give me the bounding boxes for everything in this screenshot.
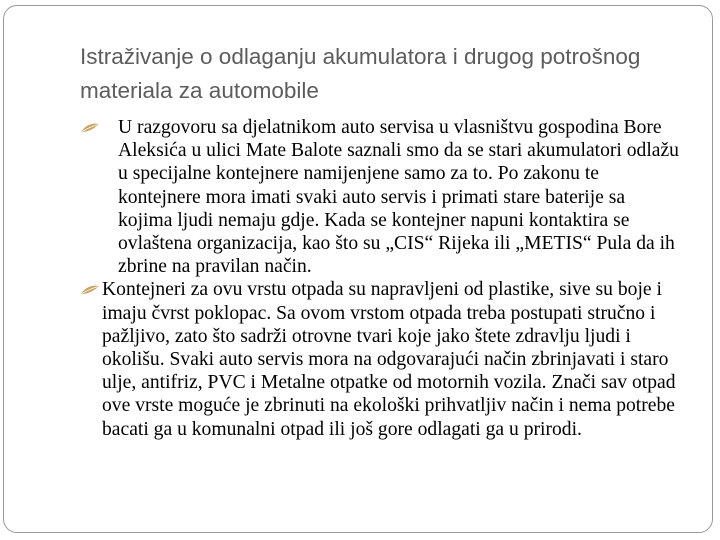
slide-frame	[3, 5, 713, 533]
slide-title: Istraživanje o odlaganju akumulatora i drugog potrošnog materiala za automobile	[80, 44, 641, 103]
bullet-list	[80, 116, 680, 441]
bullet-text: U razgovoru sa djelatnikom auto servisa u vlasništvu gospodina Bore Aleksića u ulici Mate Balote saznali smo da se stari akumulatori odlažu u specijalne kontejnere namijenjene samo za to. Po zakonu te kontejnere mora imati svaki auto servis i primati stare baterije sa kojima ljudi nemaju gdje. Kada se kontejner napuni kontaktira se ovlaštena organizacija, kao što su „CIS“ Rijeka ili „METIS“ Pula da ih zbrine na pravilan način.	[118, 117, 679, 278]
leaf-bullet-icon	[80, 122, 100, 134]
leaf-bullet-icon	[80, 284, 100, 296]
bullet-item	[80, 116, 680, 278]
bullet-text: Kontejneri za ovu vrstu otpada su napravljeni od plastike, sive su boje i imaju čvrst poklopac. Sa ovom vrstom otpada treba postupati stručno i pažljivo, zato što sadrži otrovne tvari koje jako štete zdravlju ljudi i okolišu. Svaki auto servis mora na odgovarajući način zbrinjavati i staro ulje, antifriz, PVC i Metalne otpatke od motornih vozila. Znači sav otpad ove vrste moguće je zbrinuti na ekološki prihvatljiv način i nema potrebe bacati ga u komunalni otpad ili još gore odlagati ga u prirodi.	[102, 279, 676, 440]
bullet-item	[80, 278, 680, 440]
